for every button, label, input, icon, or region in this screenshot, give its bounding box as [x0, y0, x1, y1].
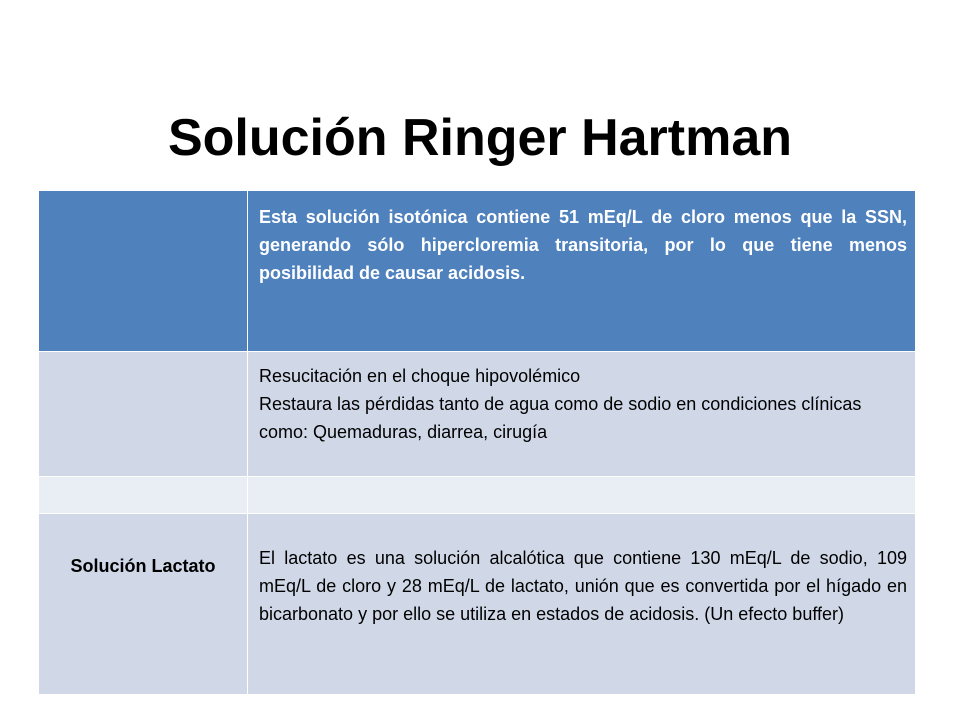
- indications-text: [248, 352, 915, 446]
- slide-title: Solución Ringer Hartman: [167, 109, 793, 167]
- table-row: [39, 352, 916, 477]
- info-table: [38, 190, 916, 695]
- row3-right-cell: [248, 477, 916, 514]
- table-row: [39, 477, 916, 514]
- row2-left-cell: [39, 352, 248, 477]
- row4-left-cell: [39, 514, 248, 695]
- row3-left-cell: [39, 477, 248, 514]
- lactato-description: El lactato es una solución alcalótica que contiene 130 mEq/L de sodio, 109 mEq/L de cloro y 28 mEq/L de lactato, unión que es convertida por el hígado en bicarbonato y por ello se utiliza en estados de acidosis. (Un efecto buffer): [259, 548, 907, 624]
- header-left-text: [39, 191, 247, 203]
- lactato-label: Solución Lactato: [70, 556, 216, 576]
- header-description: Esta solución isotónica contiene 51 mEq/L de cloro menos que la SSN, generando sólo hipercloremia transitoria, por lo que tiene menos posibilidad de causar acidosis.: [259, 207, 907, 283]
- table-header-row: [39, 191, 916, 352]
- indication-line-1: Resucitación en el choque hipovolémico: [259, 366, 581, 386]
- row4-right-cell: [248, 514, 916, 695]
- row2-right-cell: [248, 352, 916, 477]
- table-row: [39, 514, 916, 695]
- row3-left-text: [39, 477, 247, 487]
- row2-left-text: [39, 352, 247, 362]
- header-right-cell: [248, 191, 916, 352]
- header-left-cell: [39, 191, 248, 352]
- row3-right-text: [248, 477, 915, 487]
- indication-line-2: Restaura las pérdidas tanto de agua como de sodio en condiciones clínicas como: Quemaduras, diarrea, cirugía: [259, 394, 862, 442]
